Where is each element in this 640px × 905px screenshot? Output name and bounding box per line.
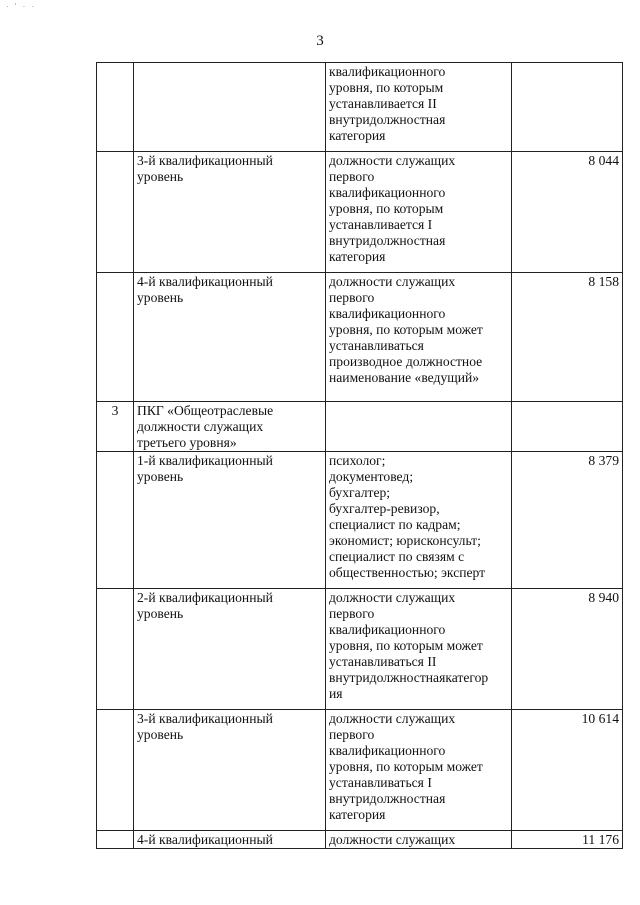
page-number: 3 — [316, 33, 324, 49]
salary-cell: 8 158 — [512, 273, 623, 402]
row-number-cell — [97, 831, 134, 849]
cell-line: устанавливаться I — [329, 775, 432, 790]
row-number-cell: 3 — [97, 402, 134, 452]
cell-line: внутридолжностная — [329, 233, 446, 248]
cell-line: первого — [329, 606, 375, 621]
cell-line: уровня, по которым может — [329, 638, 483, 653]
positions-cell — [326, 710, 512, 831]
table-row — [97, 402, 623, 452]
cell-line: экономист; юрисконсульт; — [329, 533, 481, 548]
qualification-level-cell — [134, 831, 326, 849]
cell-line: первого — [329, 169, 375, 184]
cell-line: ия — [329, 686, 343, 701]
row-number-cell — [97, 452, 134, 589]
cell-line: третьего уровня» — [137, 435, 237, 450]
cell-line: внутридолжностная — [329, 791, 446, 806]
cell-line: 4-й квалификационный — [137, 274, 273, 289]
table-row — [97, 589, 623, 710]
row-number-cell — [97, 63, 134, 152]
positions-cell — [326, 589, 512, 710]
cell-line: устанавливаться — [329, 338, 424, 353]
scan-corner-mark: · ' · · — [6, 2, 37, 11]
salary-cell — [512, 402, 623, 452]
positions-cell — [326, 152, 512, 273]
cell-line: 1-й квалификационный — [137, 453, 273, 468]
table-row — [97, 63, 623, 152]
cell-line: квалификационного — [329, 185, 446, 200]
positions-cell — [326, 831, 512, 849]
cell-line: должности служащих — [329, 832, 456, 847]
salary-table — [96, 62, 623, 849]
row-number-cell — [97, 589, 134, 710]
cell-line: специалист по кадрам; — [329, 517, 461, 532]
salary-cell — [512, 63, 623, 152]
cell-line: бухгалтер-ревизор, — [329, 501, 440, 516]
salary-cell: 11 176 — [512, 831, 623, 849]
salary-cell: 10 614 — [512, 710, 623, 831]
cell-line: общественностью; эксперт — [329, 565, 486, 580]
cell-line: устанавливаться II — [329, 654, 437, 669]
cell-line: уровень — [137, 727, 184, 742]
table-row — [97, 152, 623, 273]
cell-line: квалификационного — [329, 306, 446, 321]
cell-line: должности служащих — [329, 711, 456, 726]
cell-line: 3-й квалификационный — [137, 153, 273, 168]
cell-line: уровень — [137, 290, 184, 305]
salary-cell: 8 379 — [512, 452, 623, 589]
cell-line: уровень — [137, 469, 184, 484]
qualification-level-cell — [134, 452, 326, 589]
salary-cell: 8 044 — [512, 152, 623, 273]
cell-line: квалификационного — [329, 622, 446, 637]
cell-line: ПКГ «Общеотраслевые — [137, 403, 274, 418]
cell-line: категория — [329, 249, 386, 264]
qualification-level-cell — [134, 589, 326, 710]
row-number-cell — [97, 152, 134, 273]
cell-line: наименование «ведущий» — [329, 370, 480, 385]
cell-line: внутридолжностнаякатегор — [329, 670, 489, 685]
cell-line: первого — [329, 290, 375, 305]
salary-cell: 8 940 — [512, 589, 623, 710]
cell-line: должности служащих — [329, 590, 456, 605]
row-number-cell — [97, 710, 134, 831]
qualification-level-cell — [134, 63, 326, 152]
cell-line: уровня, по которым может — [329, 322, 483, 337]
cell-line: документовед; — [329, 469, 414, 484]
positions-cell — [326, 402, 512, 452]
cell-line: уровня, по которым — [329, 80, 444, 95]
positions-cell — [326, 452, 512, 589]
cell-line: уровень — [137, 606, 184, 621]
positions-cell — [326, 273, 512, 402]
qualification-level-cell — [134, 152, 326, 273]
cell-line: квалификационного — [329, 743, 446, 758]
cell-line: уровень — [137, 169, 184, 184]
cell-line: 2-й квалификационный — [137, 590, 273, 605]
cell-line: первого — [329, 727, 375, 742]
cell-line: категория — [329, 128, 386, 143]
cell-line: 4-й квалификационный — [137, 832, 273, 847]
cell-line: 3-й квалификационный — [137, 711, 273, 726]
positions-cell — [326, 63, 512, 152]
salary-table-body — [97, 63, 623, 849]
cell-line: устанавливается II — [329, 96, 437, 111]
cell-line: устанавливается I — [329, 217, 433, 232]
table-row — [97, 831, 623, 849]
row-number-cell — [97, 273, 134, 402]
qualification-level-cell — [134, 273, 326, 402]
cell-line: квалификационного — [329, 64, 446, 79]
cell-line: должности служащих — [137, 419, 264, 434]
table-row — [97, 710, 623, 831]
cell-line: категория — [329, 807, 386, 822]
cell-line: психолог; — [329, 453, 386, 468]
table-row — [97, 273, 623, 402]
cell-line: бухгалтер; — [329, 485, 391, 500]
cell-line: уровня, по которым может — [329, 759, 483, 774]
qualification-level-cell — [134, 402, 326, 452]
cell-line: внутридолжностная — [329, 112, 446, 127]
qualification-level-cell — [134, 710, 326, 831]
cell-line: специалист по связям с — [329, 549, 465, 564]
cell-line: должности служащих — [329, 274, 456, 289]
table-row — [97, 452, 623, 589]
cell-line: производное должностное — [329, 354, 483, 369]
cell-line: должности служащих — [329, 153, 456, 168]
cell-line: уровня, по которым — [329, 201, 444, 216]
